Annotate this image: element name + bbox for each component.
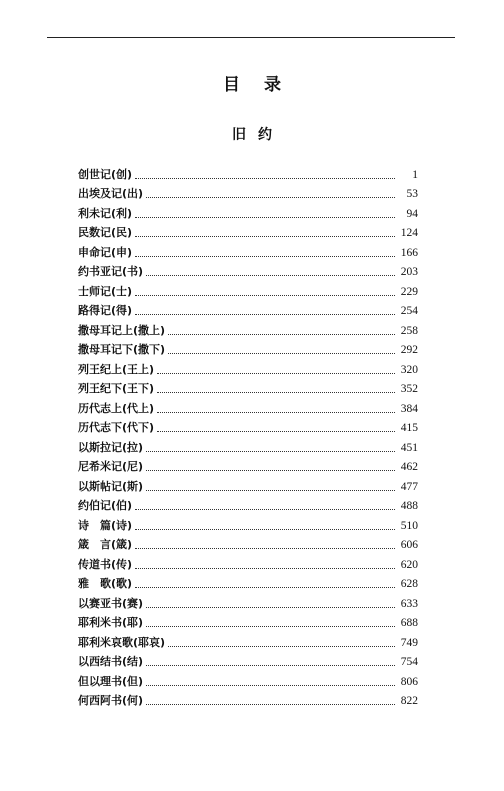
toc-entry-page: 352: [400, 383, 418, 395]
toc-entry[interactable]: [78, 689, 418, 709]
toc-entry[interactable]: [78, 260, 418, 280]
dot-leader: [146, 685, 395, 686]
toc-entry[interactable]: [78, 630, 418, 650]
toc-entry-page: 258: [400, 324, 418, 337]
dot-leader: [168, 334, 395, 335]
toc-entry-title: 列王纪下(王下): [78, 382, 155, 395]
toc-entry-page: 1: [412, 168, 418, 181]
toc-entry-title: 列王纪上(王上): [78, 362, 155, 376]
toc-entry[interactable]: [78, 669, 418, 689]
section-heading: 旧约: [232, 127, 284, 143]
toc-entry[interactable]: [78, 357, 418, 377]
toc-entry-title: 但以理书(但): [78, 674, 144, 688]
toc-entry-title: 箴 言(箴): [78, 538, 133, 551]
toc-entry-page: 451: [400, 441, 418, 454]
toc-entry-title: 尼希米记(尼): [78, 460, 144, 473]
toc-entry-title: 约书亚记(书): [78, 265, 144, 278]
toc-entry-page: 124: [400, 227, 418, 239]
toc-entry-page: 806: [400, 675, 418, 688]
dot-leader: [135, 529, 395, 530]
dot-leader: [146, 197, 395, 198]
toc-entry-title: 士师记(士): [78, 284, 133, 298]
toc-entry-title: 出埃及记(出): [78, 187, 144, 200]
toc-entry-title: 历代志上(代上): [78, 401, 155, 415]
toc-entry-title: 何西阿书(何): [78, 694, 144, 707]
dot-leader: [146, 626, 395, 627]
dot-leader: [135, 295, 395, 296]
toc-entry-title: 雅 歌(歌): [78, 577, 133, 590]
dot-leader: [157, 392, 395, 393]
toc-entry-page: 203: [400, 266, 418, 278]
toc-entry-title: 撒母耳记上(撒上): [78, 323, 166, 337]
top-rule: [47, 37, 455, 38]
toc-entry[interactable]: [78, 494, 418, 514]
toc-entry-page: 166: [400, 246, 418, 259]
toc-entry-title: 以斯拉记(拉): [78, 440, 144, 454]
toc-entry[interactable]: [78, 377, 418, 397]
toc-entry-title: 以斯帖记(斯): [78, 479, 144, 493]
toc-entry-page: 510: [400, 519, 418, 532]
toc-entry[interactable]: [78, 435, 418, 455]
dot-leader: [146, 275, 395, 276]
dot-leader: [135, 178, 395, 179]
toc-entry[interactable]: [78, 474, 418, 494]
toc-entry-title: 路得记(得): [78, 304, 133, 317]
toc-entry[interactable]: [78, 318, 418, 338]
toc-entry[interactable]: [78, 513, 418, 533]
toc-entry-title: 民数记(民): [78, 226, 133, 239]
dot-leader: [146, 451, 395, 452]
dot-leader: [135, 236, 395, 237]
toc-entry-title: 以西结书(结): [78, 655, 144, 668]
toc-entry-title: 耶利米哀歌(耶哀): [78, 635, 166, 649]
toc-entry-page: 633: [400, 597, 418, 610]
toc-entry-title: 申命记(申): [78, 245, 133, 259]
toc-entry[interactable]: [78, 338, 418, 358]
toc-entry-title: 利未记(利): [78, 206, 133, 220]
toc-entry-page: 229: [400, 285, 418, 298]
dot-leader: [135, 587, 395, 588]
dot-leader: [146, 704, 395, 705]
toc-entry[interactable]: [78, 455, 418, 475]
toc-entry-page: 688: [400, 617, 418, 629]
toc-entry-title: 历代志下(代下): [78, 421, 155, 434]
toc-entry[interactable]: [78, 650, 418, 670]
toc-entry-page: 254: [400, 305, 418, 317]
dot-leader: [146, 607, 395, 608]
toc-entry-page: 292: [400, 344, 418, 356]
dot-leader: [168, 646, 395, 647]
dot-leader: [135, 217, 395, 218]
toc-entry-title: 创世记(创): [78, 167, 133, 181]
toc-entry-title: 以赛亚书(赛): [78, 596, 144, 610]
dot-leader: [157, 373, 395, 374]
dot-leader: [146, 490, 395, 491]
toc-entry[interactable]: [78, 279, 418, 299]
toc-entry-page: 628: [400, 578, 418, 590]
toc-entry-page: 620: [400, 558, 418, 571]
dot-leader: [146, 665, 395, 666]
toc-entry-page: 488: [400, 500, 418, 512]
dot-leader: [135, 568, 395, 569]
toc-entry-page: 822: [400, 695, 418, 707]
toc-entry[interactable]: [78, 221, 418, 241]
toc-entry[interactable]: [78, 396, 418, 416]
dot-leader: [157, 412, 395, 413]
dot-leader: [135, 509, 395, 510]
toc-entry[interactable]: [78, 611, 418, 631]
dot-leader: [135, 548, 395, 549]
toc-entry[interactable]: [78, 591, 418, 611]
dot-leader: [168, 353, 395, 354]
toc-entry-page: 94: [406, 207, 418, 220]
toc-entry[interactable]: [78, 552, 418, 572]
dot-leader: [135, 256, 395, 257]
toc-entry-title: 诗 篇(诗): [78, 518, 133, 532]
page-title: 目录: [223, 75, 305, 95]
toc-entry[interactable]: [78, 182, 418, 202]
toc-entry-page: 53: [406, 188, 418, 200]
toc-entry[interactable]: [78, 533, 418, 553]
toc-entry[interactable]: [78, 299, 418, 319]
toc-entry-page: 606: [400, 539, 418, 551]
toc-entry-title: 耶利米书(耶): [78, 616, 144, 629]
toc-entry-page: 462: [400, 461, 418, 473]
table-of-contents: [78, 162, 418, 708]
dot-leader: [146, 470, 395, 471]
toc-entry-title: 传道书(传): [78, 557, 133, 571]
toc-entry[interactable]: [78, 162, 418, 182]
toc-entry-page: 415: [400, 422, 418, 434]
toc-entry[interactable]: [78, 572, 418, 592]
toc-entry[interactable]: [78, 201, 418, 221]
toc-entry[interactable]: [78, 416, 418, 436]
toc-entry-page: 754: [400, 656, 418, 668]
dot-leader: [157, 431, 395, 432]
toc-entry-title: 撒母耳记下(撒下): [78, 343, 166, 356]
toc-entry-page: 384: [400, 402, 418, 415]
toc-entry[interactable]: [78, 240, 418, 260]
toc-entry-page: 320: [400, 363, 418, 376]
toc-entry-title: 约伯记(伯): [78, 499, 133, 512]
toc-entry-page: 749: [400, 636, 418, 649]
dot-leader: [135, 314, 395, 315]
toc-entry-page: 477: [400, 480, 418, 493]
